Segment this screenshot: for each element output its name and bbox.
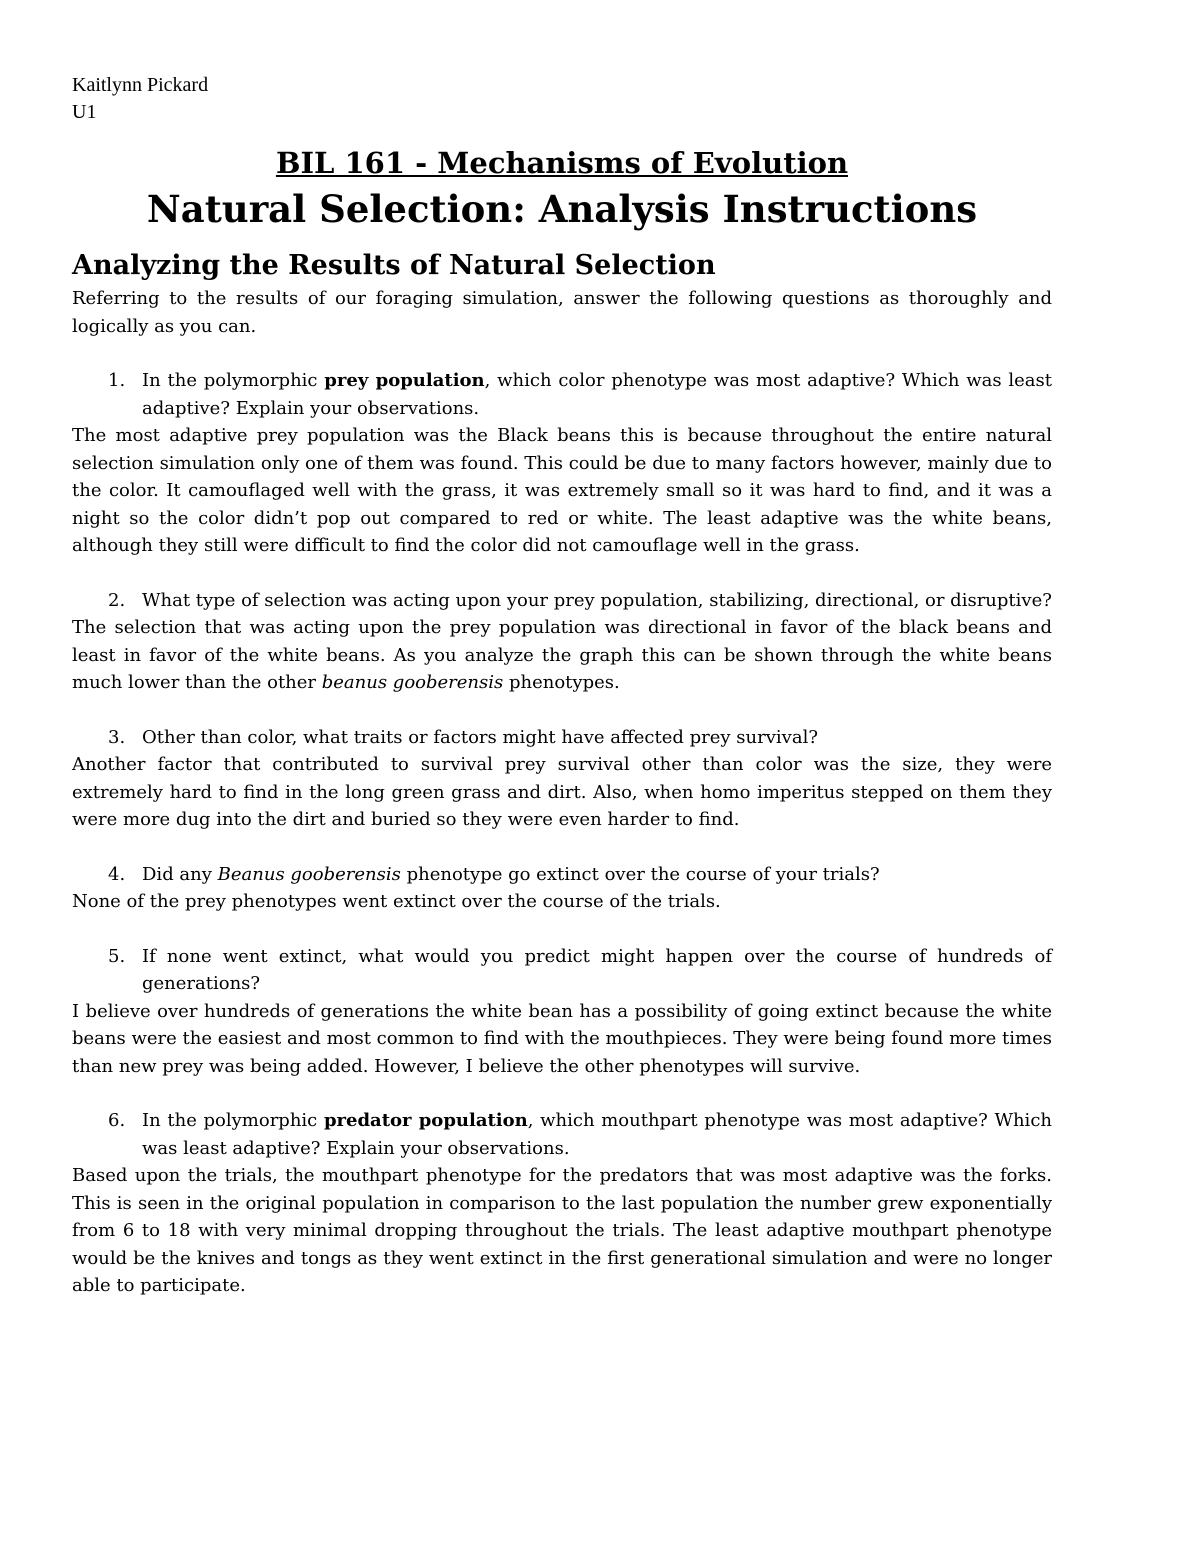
question-text: Other than color, what traits or factors might have affected prey survival? [142, 726, 818, 748]
question-number: 1. [108, 370, 126, 391]
question-text: In the polymorphic prey population, which color phenotype was most adaptive? Which was least adaptive? Explain your observations. [142, 370, 1052, 419]
bold-term: predator population [323, 1110, 528, 1131]
bold-term: prey population [324, 370, 485, 391]
question-number: 3. [108, 726, 126, 748]
question-1 [72, 367, 1052, 422]
question-text: What type of selection was acting upon your prey population, stabilizing, directional, or disruptive? [142, 589, 1052, 611]
intro-paragraph: Referring to the results of our foraging simulation, answer the following questions as thoroughly and logically as you can. [72, 288, 1052, 337]
answer-3: Another factor that contributed to survival prey survival other than color was the size, they were extremely hard to find in the long green grass and dirt. Also, when homo imperitus stepped on them they were more dug into the dirt and buried so they were even harder to find. [72, 754, 1052, 830]
answer-1: The most adaptive prey population was the Black beans this is because throughout the entire natural selection simulation only one of them was found. This could be due to many factors however, mainly due to the color. It camouflaged well with the grass, it was extremely small so it was hard to find, and it was a night so the color didn’t pop out compared to red or white. The least adaptive was the white beans, although they still were difficult to find the color did not camouflage well in the grass. [72, 425, 1052, 556]
question-5 [72, 943, 1052, 998]
course-title: BIL 161 - Mechanisms of Evolution [275, 146, 849, 180]
question-number: 4. [108, 863, 126, 885]
species-name: Beanus gooberensis [217, 863, 401, 885]
document-page [72, 72, 1052, 1300]
answer-5: I believe over hundreds of generations the white bean has a possibility of going extinct because the white beans were the easiest and most common to find with the mouthpieces. They were being found more times than new prey was being added. However, I believe the other phenotypes will survive. [72, 1000, 1052, 1077]
question-text: Did any Beanus gooberensis phenotype go extinct over the course of your trials? [142, 863, 880, 885]
answer-2: The selection that was acting upon the prey population was directional in favor of the black beans and least in favor of the white beans. As you analyze the graph this can be shown through the white beans much lower than the other beanus gooberensis phenotypes. [72, 617, 1052, 693]
question-3 [72, 724, 1052, 752]
question-text: If none went extinct, what would you predict might happen over the course of hundreds of generations? [142, 945, 1052, 994]
question-number: 2. [108, 589, 126, 611]
question-2 [72, 587, 1052, 615]
answer-4: None of the prey phenotypes went extinct over the course of the trials. [72, 891, 721, 912]
question-6 [72, 1107, 1052, 1162]
question-number: 6. [108, 1110, 126, 1131]
species-name: beanus gooberensis [321, 672, 504, 693]
document-title: Natural Selection: Analysis Instructions [146, 187, 978, 231]
question-number: 5. [108, 945, 126, 967]
answer-6: Based upon the trials, the mouthpart phenotype for the predators that was most adaptive was the forks. This is seen in the original population in comparison to the last population the number grew exponentially from 6 to 18 with very minimal dropping throughout the trials. The least adaptive mouthpart phenotype would be the knives and tongs as they went extinct in the first generational simulation and were no longer able to participate. [72, 1165, 1052, 1296]
student-name: Kaitlynn Pickard [72, 74, 209, 96]
unit-label: U1 [72, 101, 97, 123]
question-4 [72, 861, 1052, 889]
section-heading: Analyzing the Results of Natural Selection [72, 250, 716, 281]
question-text: In the polymorphic predator population, which mouthpart phenotype was most adaptive? Which was least adaptive? Explain your observations. [142, 1110, 1052, 1159]
